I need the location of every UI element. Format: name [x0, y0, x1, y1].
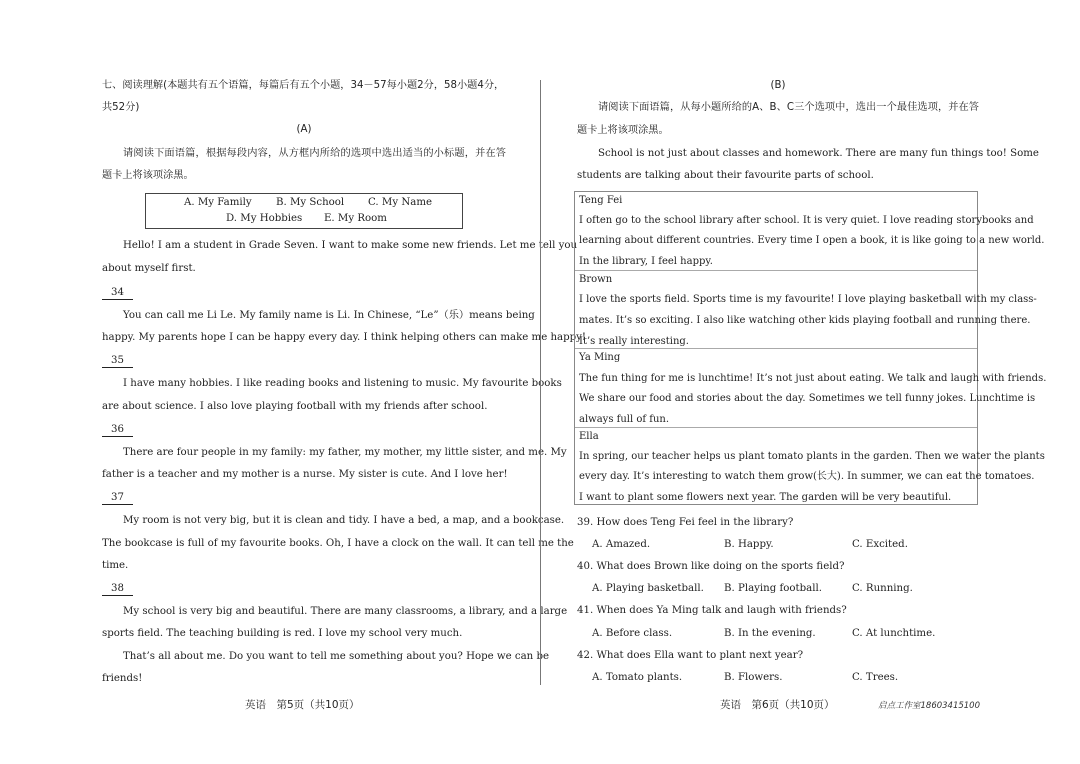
- paragraph-37: My room is not very big, but it is clean and tidy. I have a bed, a map, and a bookcase.: [123, 515, 565, 526]
- paragraph-34-cont: happy. My parents hope I can be happy every day. I think helping others can make me happy!: [102, 332, 586, 343]
- question-39-option-c: C. Excited.: [852, 539, 908, 550]
- student-name: Brown: [579, 274, 613, 285]
- student-text: every day. It’s interesting to watch them grow(长大). In summer, we can eat the tomatoes.: [579, 471, 1035, 482]
- paragraph-38-cont: sports field. The teaching building is red. I love my school very much.: [102, 628, 463, 639]
- paragraph-37-cont: The bookcase is full of my favourite books. Oh, I have a clock on the wall. It can tell me the: [102, 538, 574, 549]
- question-42-option-b: B. Flowers.: [724, 672, 783, 683]
- question-40-option-b: B. Playing football.: [724, 583, 822, 594]
- intro-b-cont: students are talking about their favourite parts of school.: [577, 170, 874, 181]
- question-39-option-a: A. Amazed.: [592, 539, 651, 550]
- question-39-option-b: B. Happy.: [724, 539, 774, 550]
- closing-paragraph: That’s all about me. Do you want to tell me something about you? Hope we can be: [123, 651, 550, 662]
- paragraph-34: You can call me Li Le. My family name is Li. In Chinese, “Le”（乐）means being: [123, 310, 535, 321]
- part-a-label: (A): [296, 124, 312, 135]
- closing-paragraph-cont: friends!: [102, 673, 143, 684]
- instruction-a-cont: 题卡上将该项涂黑。: [102, 170, 194, 181]
- question-40-option-a: A. Playing basketball.: [592, 583, 704, 594]
- question-41: 41. When does Ya Ming talk and laugh with friends?: [577, 605, 847, 616]
- instruction-a: 请阅读下面语篇，根据每段内容，从方框内所给的选项中选出适当的小标题，并在答: [123, 148, 506, 159]
- paragraph-38: My school is very big and beautiful. There are many classrooms, a library, and a large: [123, 606, 568, 617]
- footer-page-6: 英语 第6页（共10页）: [720, 699, 835, 711]
- column-divider: [540, 80, 541, 685]
- question-42: 42. What does Ella want to plant next year?: [577, 650, 804, 661]
- student-text: I love the sports field. Sports time is my favourite! I love playing basketball with my class-: [579, 294, 1037, 305]
- students-table: [574, 191, 1047, 505]
- student-text: learning about different countries. Every time I open a book, it is like going to a new world.: [579, 235, 1045, 246]
- blank-35: 35: [102, 355, 133, 368]
- option-e: E. My Room: [324, 213, 387, 224]
- student-text: I often go to the school library after school. It is very quiet. I love reading storybooks and: [579, 215, 1034, 226]
- paragraph-35: I have many hobbies. I like reading books and listening to music. My favourite books: [123, 378, 562, 389]
- student-text: mates. It’s so exciting. I also like watching other kids playing football and running there.: [579, 315, 1031, 326]
- student-cell-teng-fei: [575, 192, 1045, 270]
- student-cell-ya-ming: [575, 348, 1047, 428]
- question-41-option-c: C. At lunchtime.: [852, 628, 936, 639]
- paragraph-35-cont: are about science. I also love playing football with my friends after school.: [102, 401, 488, 412]
- section-title-cont: 共52分): [102, 102, 140, 113]
- paragraph-36: There are four people in my family: my father, my mother, my little sister, and me. My: [123, 447, 567, 458]
- student-name: Ella: [579, 431, 599, 442]
- student-text: In spring, our teacher helps us plant tomato plants in the garden. Then we water the plants: [579, 451, 1045, 462]
- question-39: 39. How does Teng Fei feel in the library?: [577, 517, 794, 528]
- footer-page-5: 英语 第5页（共10页）: [245, 699, 360, 711]
- section-title: 七、阅读理解(本题共有五个语篇，每篇后有五个小题，34－57每小题2分，58小题4分，: [102, 80, 505, 91]
- option-a: A. My Family: [184, 197, 252, 208]
- studio-stamp: 启点工作室18603415100: [878, 701, 980, 711]
- student-cell-brown: [575, 270, 1037, 349]
- question-40-option-c: C. Running.: [852, 583, 913, 594]
- student-text: The fun thing for me is lunchtime! It’s not just about eating. We talk and laugh with friends.: [579, 373, 1047, 384]
- option-c: C. My Name: [368, 197, 433, 208]
- option-d: D. My Hobbies: [226, 213, 303, 224]
- student-cell-ella: [575, 427, 1045, 505]
- blank-36: 36: [102, 424, 133, 437]
- question-40: 40. What does Brown like doing on the sports field?: [577, 561, 845, 572]
- intro-paragraph: Hello! I am a student in Grade Seven. I want to make some new friends. Let me tell you: [123, 240, 578, 251]
- intro-paragraph-cont: about myself first.: [102, 263, 196, 274]
- question-42-option-a: A. Tomato plants.: [592, 672, 683, 683]
- student-text: It’s really interesting.: [579, 336, 689, 347]
- student-text: In the library, I feel happy.: [579, 256, 713, 267]
- blank-38: 38: [102, 583, 133, 596]
- student-text: always full of fun.: [579, 414, 670, 425]
- instruction-b-cont: 题卡上将该项涂黑。: [577, 125, 669, 136]
- paragraph-37-end: time.: [102, 560, 129, 571]
- student-text: I want to plant some flowers next year. The garden will be very beautiful.: [579, 492, 952, 503]
- student-text: We share our food and stories about the day. Sometimes we tell funny jokes. Lunchtime is: [579, 393, 1036, 404]
- blank-37: 37: [102, 492, 133, 505]
- paragraph-36-cont: father is a teacher and my mother is a nurse. My sister is cute. And I love her!: [102, 469, 508, 480]
- question-42-option-c: C. Trees.: [852, 672, 899, 683]
- options-box: [145, 193, 463, 229]
- part-b-label: (B): [770, 80, 786, 91]
- question-41-option-b: B. In the evening.: [724, 628, 816, 639]
- instruction-b: 请阅读下面语篇，从每小题所给的A、B、C三个选项中，选出一个最佳选项，并在答: [598, 102, 979, 113]
- intro-b: School is not just about classes and homework. There are many fun things too! Some: [598, 148, 1039, 159]
- student-name: Teng Fei: [579, 195, 623, 206]
- question-41-option-a: A. Before class.: [592, 628, 673, 639]
- student-name: Ya Ming: [579, 352, 621, 363]
- option-b: B. My School: [276, 197, 345, 208]
- blank-34: 34: [102, 287, 133, 300]
